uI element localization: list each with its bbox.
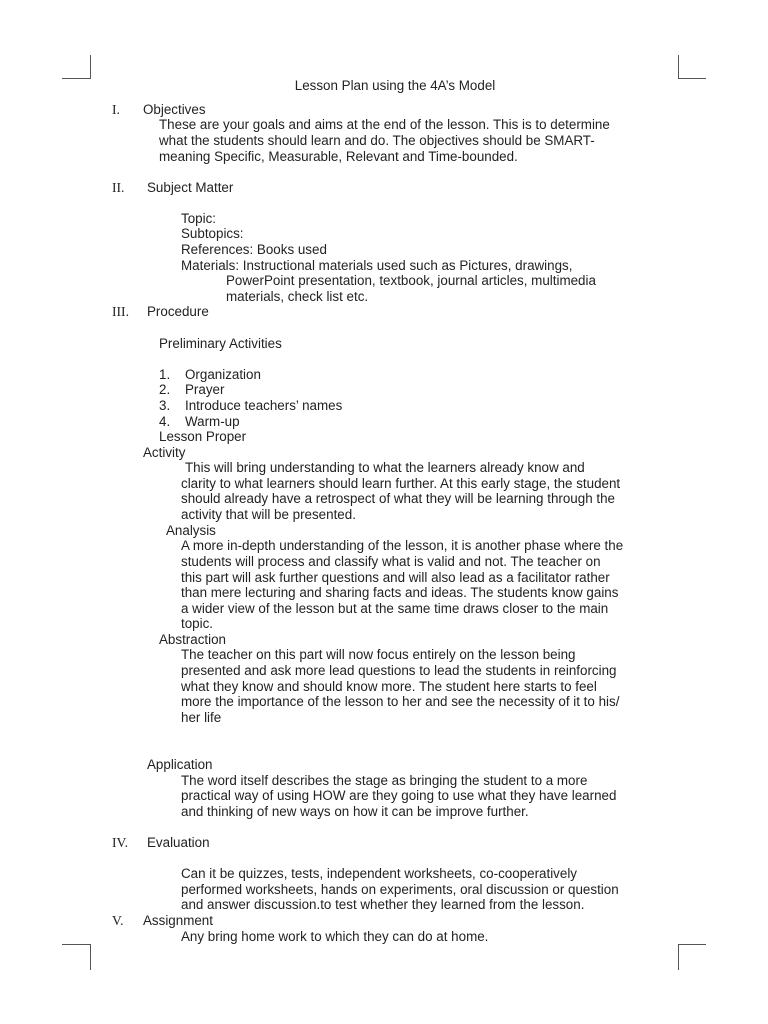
- lesson-proper-heading: Lesson Proper: [159, 429, 247, 444]
- crop-mark: [678, 55, 679, 79]
- materials-line: Materials: Instructional materials used such as Pictures, drawings,: [181, 258, 573, 273]
- list-item: Prayer: [185, 382, 225, 397]
- list-item: Warm-up: [185, 414, 240, 429]
- section-numeral: I.: [112, 102, 120, 117]
- abstraction-line: presented and ask more lead questions to lead the students in reinforcing: [181, 663, 617, 678]
- objectives-line: what the students should learn and do. The objectives should be SMART-: [159, 133, 595, 148]
- crop-mark: [678, 944, 706, 945]
- activity-line: This will bring understanding to what the learners already know and: [185, 460, 585, 475]
- list-item: Organization: [185, 367, 261, 382]
- application-heading: Application: [147, 757, 213, 772]
- section-numeral: IV.: [112, 835, 128, 850]
- abstraction-line: what they know and should know more. The student here starts to feel: [181, 679, 597, 694]
- list-number: 4.: [159, 414, 171, 429]
- section-heading-subject-matter: Subject Matter: [147, 180, 234, 195]
- abstraction-line: her life: [181, 710, 222, 725]
- section-numeral: III.: [112, 304, 129, 319]
- crop-mark: [90, 944, 91, 970]
- analysis-line: this part will ask further questions and will also lead as a facilitator rather: [181, 570, 610, 585]
- objectives-line: meaning Specific, Measurable, Relevant and Time-bounded.: [159, 149, 518, 164]
- evaluation-line: performed worksheets, hands on experiments, oral discussion or question: [181, 882, 619, 897]
- crop-mark: [62, 944, 90, 945]
- analysis-line: than mere lecturing and sharing facts and ideas. The students know gains: [181, 585, 619, 600]
- topic-label: Topic:: [181, 211, 216, 226]
- references-label: References: Books used: [181, 242, 327, 257]
- materials-line: PowerPoint presentation, textbook, journal articles, multimedia: [226, 273, 596, 288]
- analysis-line: a wider view of the lesson but at the same time draws closer to the main: [181, 601, 609, 616]
- analysis-line: A more in-depth understanding of the lesson, it is another phase where the: [181, 538, 624, 553]
- activity-line: activity that will be presented.: [181, 507, 356, 522]
- section-numeral: II.: [112, 180, 125, 195]
- assignment-line: Any bring home work to which they can do at home.: [181, 929, 489, 944]
- evaluation-line: and answer discussion.to test whether they learned from the lesson.: [181, 897, 585, 912]
- crop-mark: [678, 944, 679, 970]
- section-heading-procedure: Procedure: [147, 304, 209, 319]
- application-line: practical way of using HOW are they going to use what they have learned: [181, 788, 617, 803]
- list-number: 3.: [159, 398, 171, 413]
- analysis-line: students will process and classify what is valid and not. The teacher on: [181, 554, 601, 569]
- abstraction-line: The teacher on this part will now focus entirely on the lesson being: [181, 647, 576, 662]
- section-heading-assignment: Assignment: [143, 913, 213, 928]
- page-title: Lesson Plan using the 4A’s Model: [294, 78, 496, 93]
- materials-line: materials, check list etc.: [226, 289, 369, 304]
- section-numeral: V.: [112, 913, 124, 928]
- analysis-line: topic.: [181, 616, 214, 631]
- abstraction-line: more the importance of the lesson to her and see the necessity of it to his/: [181, 694, 620, 709]
- application-line: and thinking of new ways on how it can be improve further.: [181, 804, 529, 819]
- list-number: 1.: [159, 367, 171, 382]
- analysis-heading: Analysis: [166, 523, 216, 538]
- list-number: 2.: [159, 382, 171, 397]
- application-line: The word itself describes the stage as bringing the student to a more: [181, 773, 588, 788]
- activity-heading: Activity: [143, 445, 186, 460]
- section-heading-objectives: Objectives: [143, 102, 206, 117]
- activity-line: clarity to what learners should learn further. At this early stage, the student: [181, 476, 621, 491]
- crop-mark: [90, 55, 91, 79]
- preliminary-heading: Preliminary Activities: [159, 336, 282, 351]
- abstraction-heading: Abstraction: [159, 632, 226, 647]
- list-item: Introduce teachers’ names: [185, 398, 343, 413]
- subtopics-label: Subtopics:: [181, 226, 244, 241]
- section-heading-evaluation: Evaluation: [147, 835, 210, 850]
- evaluation-line: Can it be quizzes, tests, independent worksheets, co-cooperatively: [181, 866, 577, 881]
- objectives-line: These are your goals and aims at the end of the lesson. This is to determine: [159, 117, 610, 132]
- activity-line: should already have a retrospect of what they will be learning through the: [181, 491, 615, 506]
